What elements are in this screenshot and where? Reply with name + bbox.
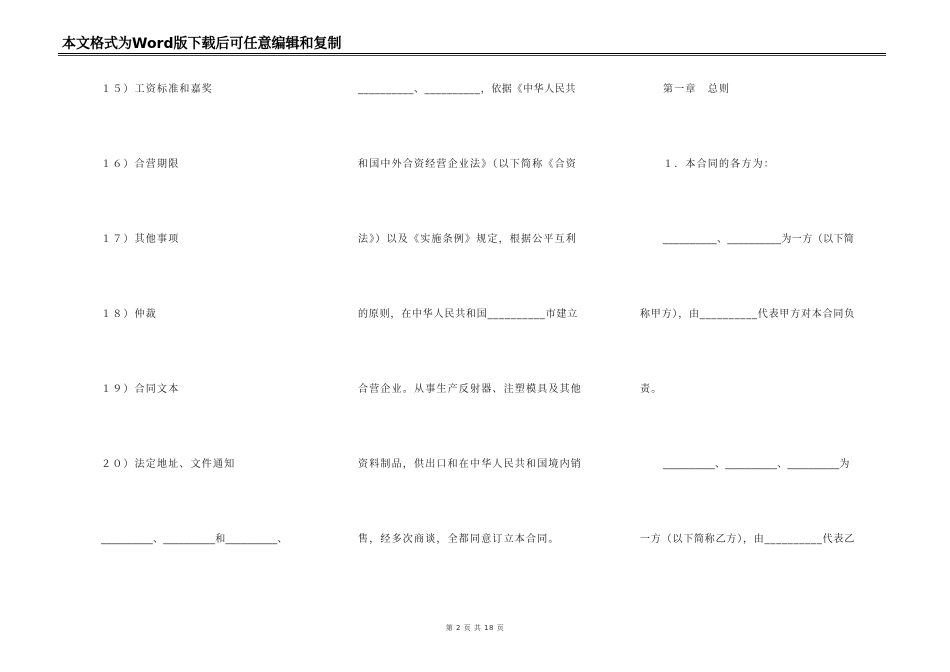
right-line-4: 称甲方），由__________代表甲方对本合同负 bbox=[640, 309, 855, 320]
chapter-heading: 第一章 总则 bbox=[663, 84, 731, 95]
middle-line-6: 资料制品，供出口和在中华人民共和国境内销 bbox=[358, 459, 582, 470]
middle-line-1: __________、__________，依据《中华人民共 bbox=[358, 84, 576, 95]
right-line-6: __________、__________、__________为 bbox=[663, 459, 850, 470]
right-line-7: 一方（以下简称乙方），由__________代表乙 bbox=[640, 534, 855, 545]
middle-line-5: 合营企业。从事生产反射器、注塑模具及其他 bbox=[358, 384, 582, 395]
right-line-2: １．本合同的各方为： bbox=[663, 159, 775, 170]
header-rule-secondary bbox=[58, 55, 886, 56]
right-line-3: __________、__________为一方（以下简 bbox=[663, 234, 855, 245]
left-line-7: __________、__________和__________、 bbox=[101, 534, 288, 545]
header-rule bbox=[58, 53, 886, 54]
left-line-5: １９）合同文本 bbox=[101, 384, 180, 395]
left-line-1: １５）工资标准和嘉奖 bbox=[101, 84, 213, 95]
right-line-5: 责。 bbox=[640, 384, 663, 395]
page-number: 第 2 页 共 18 页 bbox=[445, 624, 505, 632]
left-line-4: １８）仲裁 bbox=[101, 309, 157, 320]
middle-line-7: 售，经多次商谈，全都同意订立本合同。 bbox=[358, 534, 560, 545]
middle-line-2: 和国中外合资经营企业法》（以下简称《合资 bbox=[358, 159, 577, 170]
middle-line-3: 法》）以及《实施条例》规定，根据公平互利 bbox=[358, 234, 577, 245]
middle-line-4: 的原则，在中华人民共和国__________市建立 bbox=[358, 309, 578, 320]
left-line-3: １７）其他事项 bbox=[101, 234, 180, 245]
document-banner: 本文格式为Word版下载后可任意编辑和复制 bbox=[62, 36, 342, 52]
left-line-2: １６）合营期限 bbox=[101, 159, 180, 170]
left-line-6: ２０）法定地址、文件通知 bbox=[101, 459, 236, 470]
